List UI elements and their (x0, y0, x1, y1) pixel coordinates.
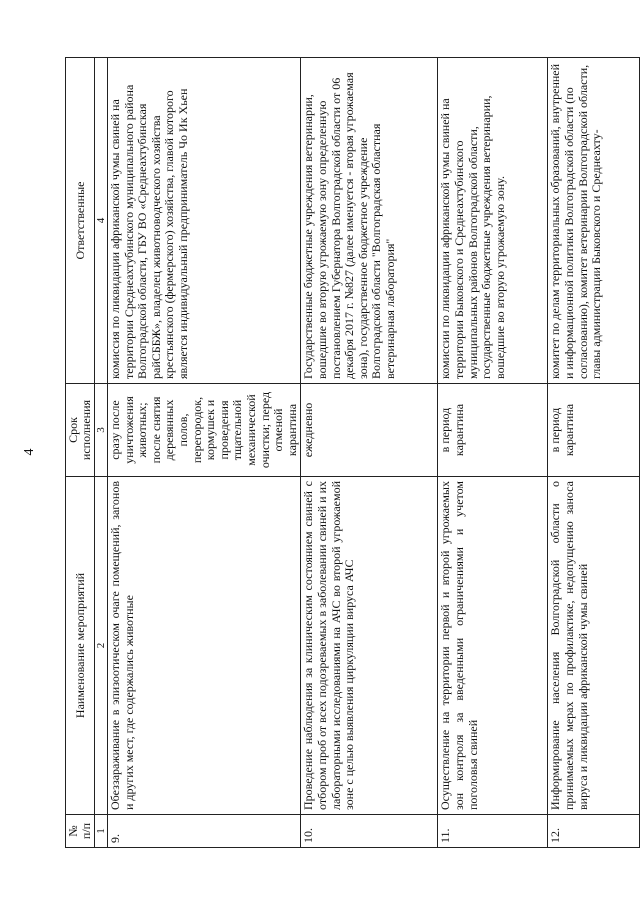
measure-term: в период карантина (438, 384, 548, 477)
column-index: 2 (95, 477, 108, 815)
measure-term: в период карантина (548, 384, 640, 477)
header-term: Срок исполнения (66, 384, 95, 477)
measure-responsible: комиссии по ликвидации африканской чумы свиней на территории Быковского и Среднеахтубинского муниципальных районов Волгоградской области, государственные бюджетные учреждения ветеринарии, вошедшие во вторую угрожаемую зону. (438, 58, 548, 384)
measure-responsible: комиссия по ликвидации африканской чумы свиней на территории Среднеахтубинского муниципального района Волгоградской области, ГБУ ВО «Среднеахтубинская райСББЖ», владелец животноводческого хозяйства крестьянского (фермерского) хозяйства, главой которого является индивидуальный предприниматель Чо Ик Хьен (108, 58, 301, 384)
header-name: Наименование мероприятий (66, 477, 95, 815)
column-index-row (95, 58, 108, 848)
measure-term: ежедневно (301, 384, 438, 477)
page-number: 4 (22, 448, 37, 456)
table-row (438, 58, 548, 848)
column-index: 1 (95, 815, 108, 848)
row-number: 12. (548, 815, 640, 848)
rotated-sheet (65, 58, 604, 848)
measures-table (65, 57, 640, 848)
header-responsible: Ответственные (66, 58, 95, 384)
row-number: 11. (438, 815, 548, 848)
row-number: 9. (108, 815, 301, 848)
measure-name: Информирование населения Волгоградской области о принимаемых мерах по профилактике, недопущению заноса вируса и ликвидации африканской чумы свиней (548, 477, 640, 815)
measure-term: сразу после уничтожения животных; после снятия деревянных полов, перегородок, кормушек и проведения тщательной механической очистки; перед отменой карантина (108, 384, 301, 477)
table-row (301, 58, 438, 848)
measure-responsible: Государственные бюджетные учреждения ветеринарии, вошедшие во вторую угрожаемую зону определенную постановлением Губернатора Волгоградской области от 06 декабря 2017 г. №827 (далее именуется - вторая угрожаемая зона), государственное бюджетное учреждение Волгоградской области "Волгоградская областная ветеринарная лаборатория" (301, 58, 438, 384)
table-row (548, 58, 640, 848)
measure-responsible: комитет по делам территориальных образований, внутренней и информационной политики Волгоградской области (по согласованию), комитет ветеринарии Волгоградской области, главы администрации Быковского и Среднеахту- (548, 58, 640, 384)
row-number: 10. (301, 815, 438, 848)
header-num: № п/п (66, 815, 95, 848)
header-row (66, 58, 95, 848)
column-index: 4 (95, 58, 108, 384)
measure-name: Проведение наблюдения за клиническим состоянием свиней с отбором проб от всех подозреваемых в заболевании свиней и их лабораторными исследованиями на АЧС во второй угрожаемой зоне с целью выявления циркуляции вируса АЧС (301, 477, 438, 815)
measure-name: Осуществление на территории первой и второй угрожаемых зон контроля за введенными ограничениями и учетом поголовья свиней (438, 477, 548, 815)
column-index: 3 (95, 384, 108, 477)
table-row (108, 58, 301, 848)
measure-name: Обеззараживание в эпизоотическом очаге помещений, загонов и других мест, где содержались животные (108, 477, 301, 815)
